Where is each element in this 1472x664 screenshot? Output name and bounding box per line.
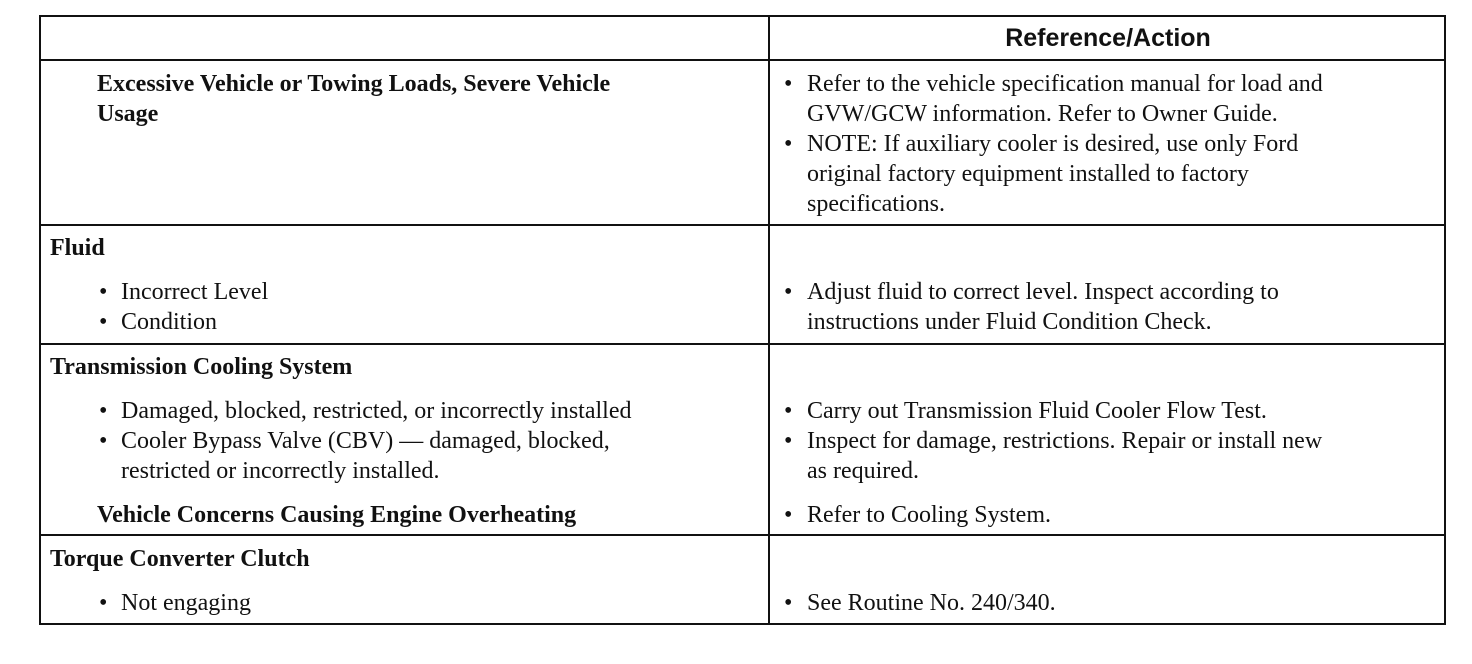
fluid-title: Fluid bbox=[50, 235, 105, 261]
bullet-icon: • bbox=[784, 590, 793, 616]
bullet-icon: • bbox=[784, 502, 793, 528]
bullet-icon: • bbox=[784, 279, 793, 305]
diagnosis-table bbox=[39, 15, 1446, 625]
bullet-icon: • bbox=[784, 428, 793, 454]
bullet-icon: • bbox=[99, 428, 108, 454]
note-text: original factory equipment installed to factory bbox=[807, 161, 1249, 187]
excessive-loads-title-cont: Usage bbox=[97, 101, 159, 127]
bullet-icon: • bbox=[784, 131, 793, 157]
note-text: NOTE: If auxiliary cooler is desired, use only Ford bbox=[807, 131, 1299, 157]
bullet-icon: • bbox=[99, 590, 108, 616]
cooling-title: Transmission Cooling System bbox=[50, 354, 353, 380]
action-text: Refer to the vehicle specification manual for load and bbox=[807, 71, 1323, 97]
action-text: Inspect for damage, restrictions. Repair or install new bbox=[807, 428, 1323, 454]
bullet-icon: • bbox=[784, 398, 793, 424]
action-text: Adjust fluid to correct level. Inspect according to bbox=[807, 279, 1279, 305]
bullet-icon: • bbox=[99, 279, 108, 305]
action-text: Refer to Cooling System. bbox=[807, 502, 1051, 528]
cooling-item: Cooler Bypass Valve (CBV) — damaged, blocked, bbox=[121, 428, 610, 454]
action-text: as required. bbox=[807, 458, 919, 484]
reference-action-header: Reference/Action bbox=[1005, 23, 1211, 52]
fluid-item: Incorrect Level bbox=[121, 279, 269, 305]
fluid-item: Condition bbox=[121, 309, 218, 335]
tcc-title: Torque Converter Clutch bbox=[50, 546, 310, 572]
cooling-item: Damaged, blocked, restricted, or incorrectly installed bbox=[121, 398, 632, 424]
column-divider bbox=[768, 17, 770, 623]
bullet-icon: • bbox=[99, 398, 108, 424]
action-text: See Routine No. 240/340. bbox=[807, 590, 1056, 616]
action-text: GVW/GCW information. Refer to Owner Guide. bbox=[807, 101, 1278, 127]
bullet-icon: • bbox=[99, 309, 108, 335]
cooling-item: restricted or incorrectly installed. bbox=[121, 458, 440, 484]
tcc-item: Not engaging bbox=[121, 590, 251, 616]
row-divider bbox=[41, 224, 1444, 226]
note-text: specifications. bbox=[807, 191, 945, 217]
action-text: Carry out Transmission Fluid Cooler Flow Test. bbox=[807, 398, 1267, 424]
engine-overheating-title: Vehicle Concerns Causing Engine Overheating bbox=[97, 502, 577, 528]
action-text: instructions under Fluid Condition Check. bbox=[807, 309, 1212, 335]
excessive-loads-title: Excessive Vehicle or Towing Loads, Severe Vehicle bbox=[97, 71, 611, 97]
row-divider bbox=[41, 534, 1444, 536]
row-divider bbox=[41, 343, 1444, 345]
row-divider bbox=[41, 59, 1444, 61]
bullet-icon: • bbox=[784, 71, 793, 97]
